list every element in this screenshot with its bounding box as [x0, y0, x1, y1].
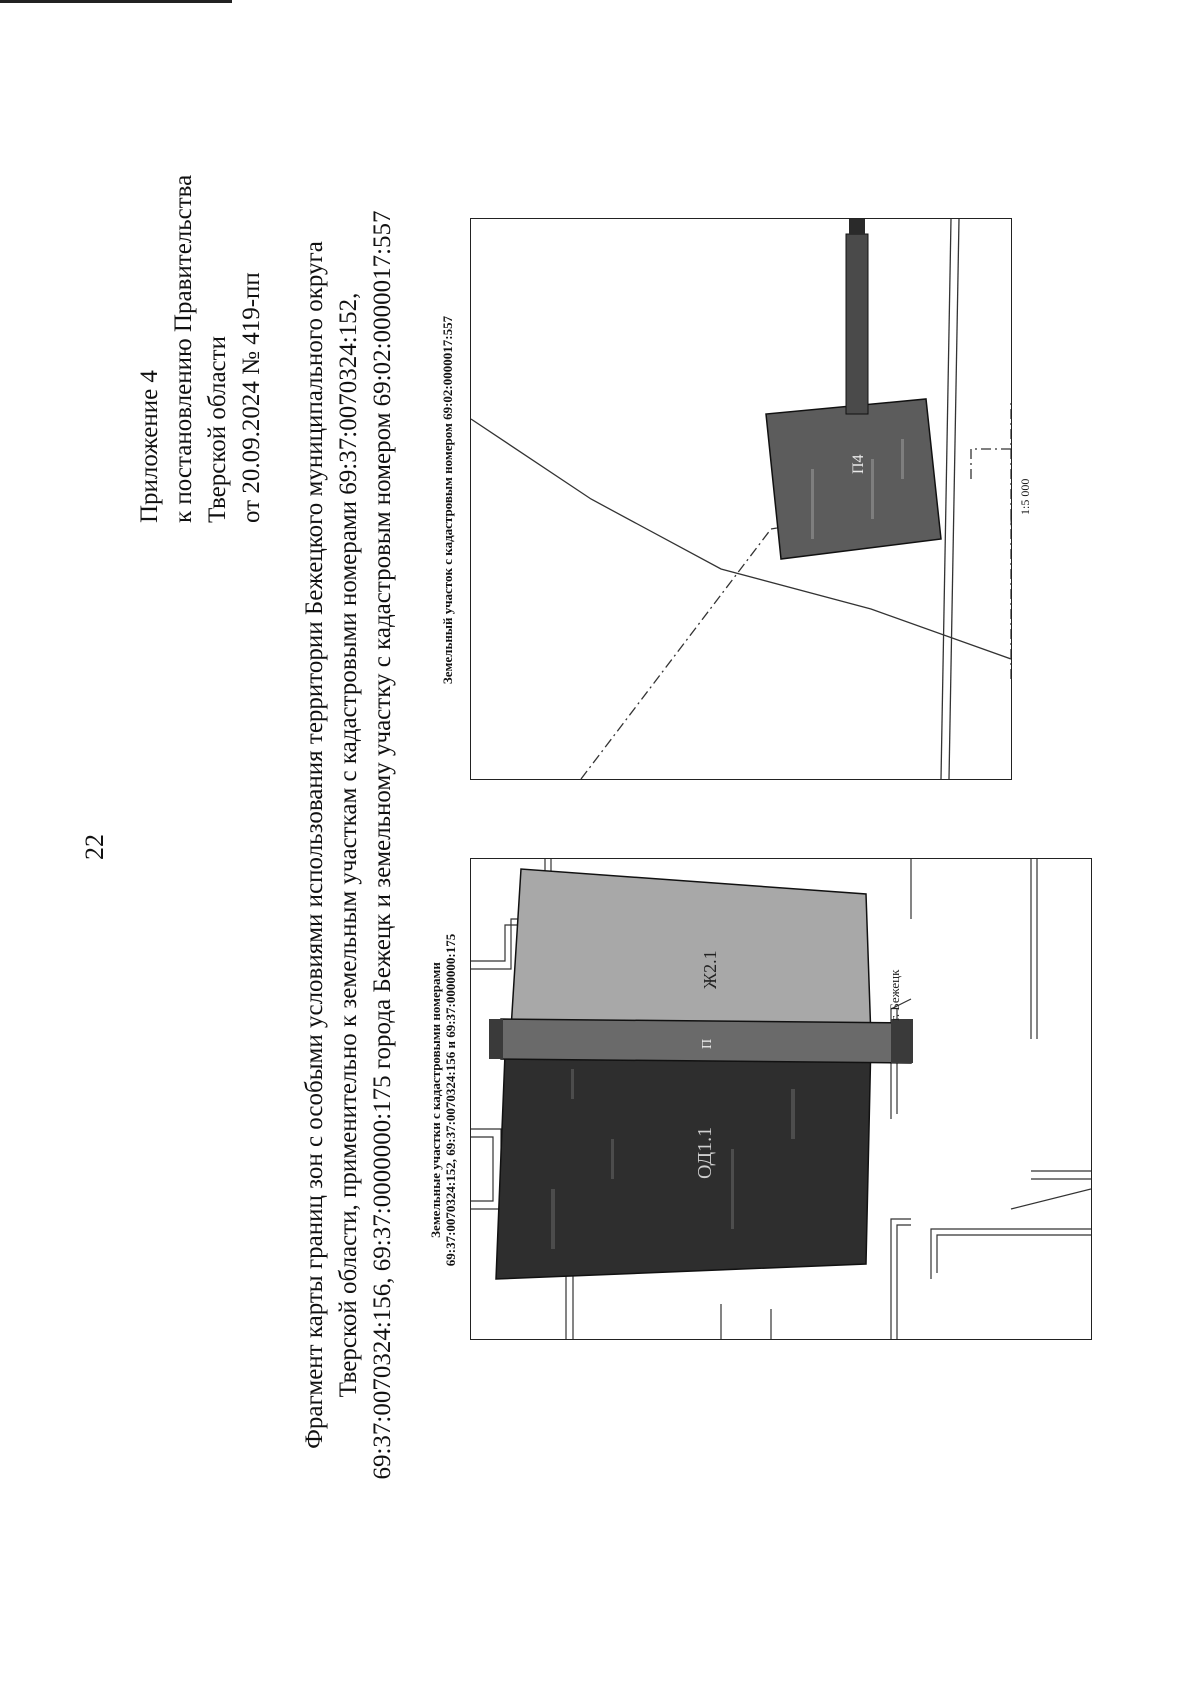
- left-zone-strip-label: П: [700, 1038, 715, 1049]
- right-map-frame: [470, 218, 1012, 780]
- left-town-label: г. Бежецк: [887, 969, 902, 1021]
- right-zone-strip: [846, 234, 868, 414]
- right-zone-strip-end: [849, 219, 865, 234]
- document-heading: [298, 45, 400, 1645]
- left-map-drawing: [471, 859, 1091, 1339]
- right-map-title: Земельный участок с кадастровым номером 69:02:0000017:557: [440, 315, 455, 685]
- left-zone-dark-label: ОД1.1: [694, 1126, 716, 1179]
- left-zone-strip-start: [489, 1019, 503, 1059]
- left-zone-strip-end: [891, 1019, 913, 1063]
- left-zone-light: [511, 869, 871, 1039]
- appendix-line-3: Тверской области: [204, 336, 231, 523]
- left-map-title: [428, 860, 458, 1340]
- heading-line-2: Тверской области, применительно к земельным участкам с кадастровыми номерами 69:37:0070324:152,: [335, 292, 362, 1398]
- appendix-block: [133, 175, 269, 523]
- appendix-line-1: Приложение 4: [136, 370, 163, 523]
- appendix-line-2: к постановлению Правительства: [170, 174, 197, 523]
- heading-line-1: Фрагмент карты границ зон с особыми условиями использования территории Бежецкого муниципального округа: [301, 241, 328, 1449]
- right-zone-label: П4: [850, 454, 867, 474]
- left-map-title-line-2: 69:37:0070324:152, 69:37:0070324:156 и 69:37:0000000:175: [443, 933, 458, 1267]
- right-map-drawing: [471, 219, 1011, 779]
- left-zone-light-label: Ж2.1: [700, 950, 720, 989]
- page-number: 22: [80, 834, 109, 860]
- right-zone: [766, 399, 941, 559]
- right-map-scale: 1:5 000: [1018, 478, 1032, 515]
- heading-line-3: 69:37:0070324:156, 69:37:0000000:175 города Бежецк и земельному участку с кадастровым номером 69:02:0000017:557: [369, 210, 396, 1480]
- left-map-frame: [470, 858, 1092, 1340]
- appendix-line-4: от 20.09.2024 № 419-пп: [238, 272, 265, 523]
- left-map-title-line-1: Земельные участки с кадастровыми номерами: [428, 962, 443, 1238]
